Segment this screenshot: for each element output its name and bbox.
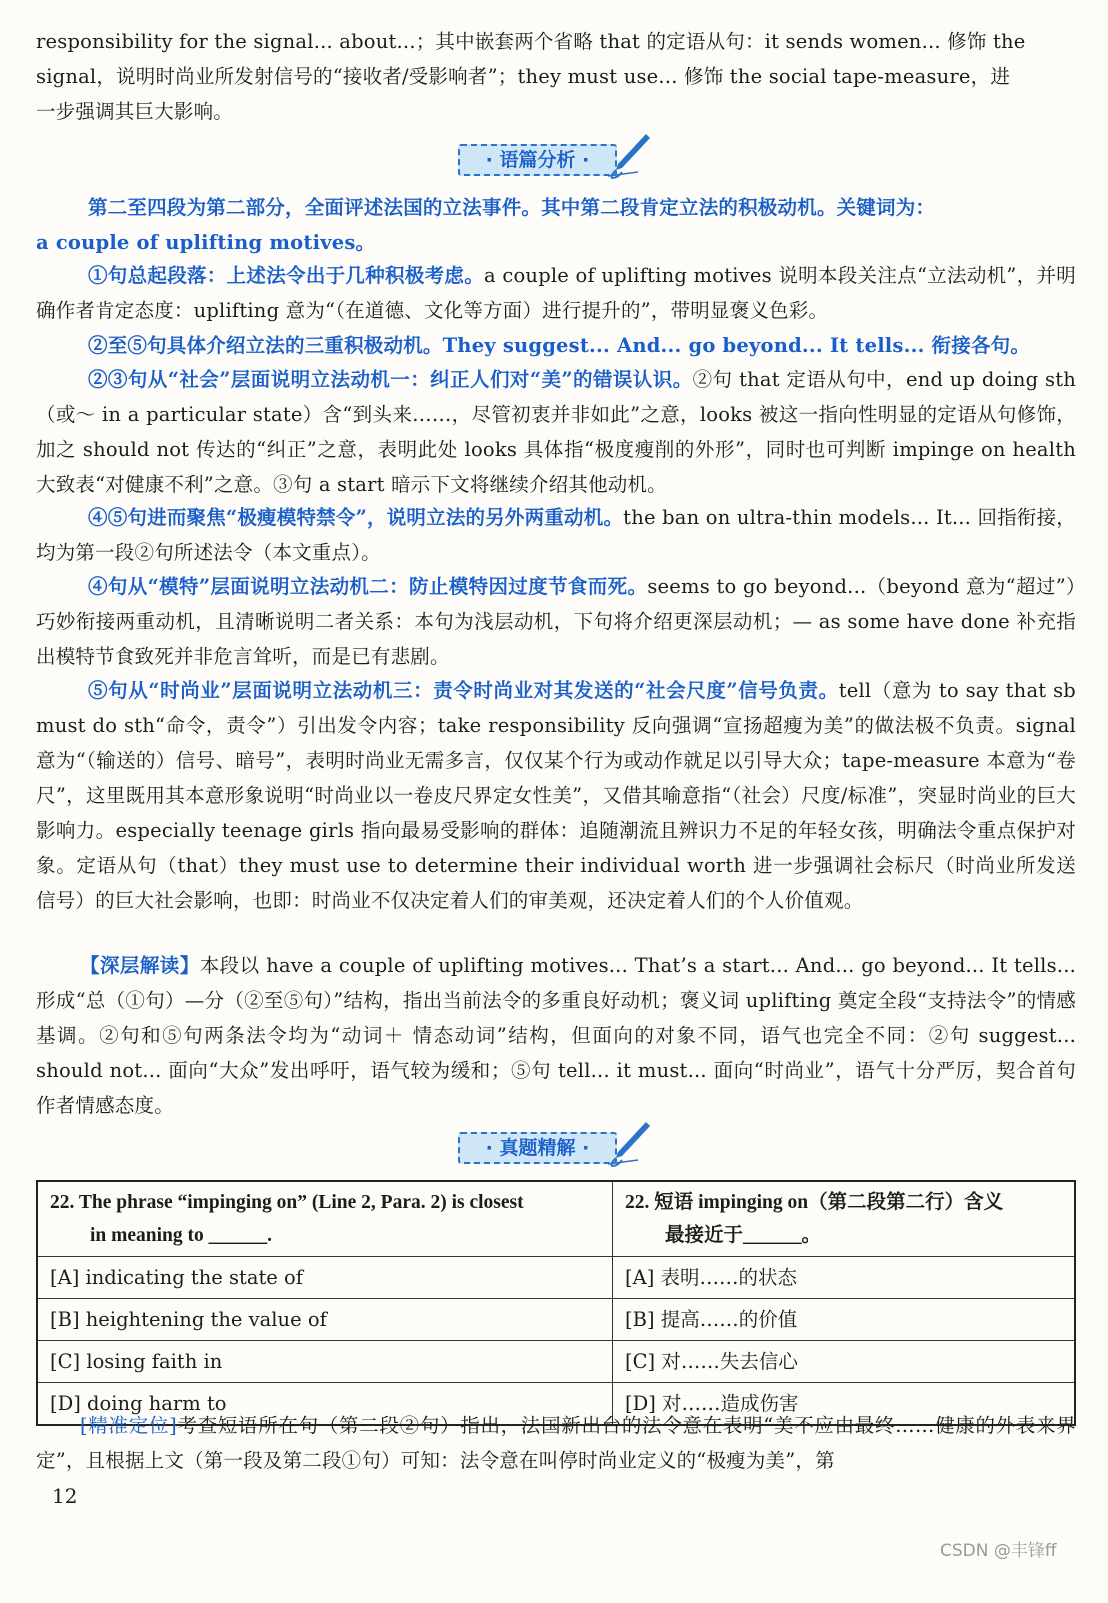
paragraph-1-body: a couple of uplifting motives 说明本段关注点“立法动机”，并明确作者肯定态度：uplifting 意为“（在道德、文化等方面）进行提升的”，带明显褒义色彩。 (36, 264, 1076, 322)
locate-label: [精准定位] (80, 1414, 177, 1437)
deep-reading-label: 【深层解读】 (80, 954, 200, 977)
paragraph-4-body: the ban on ultra-thin models... It... 回指衔接，均为第一段②句所述法令（本文重点）。 (36, 506, 1076, 564)
question-table (36, 1180, 1076, 1426)
paragraph-6 (36, 673, 1076, 918)
paragraph-deep-reading (36, 948, 1076, 1123)
question-stem-row (37, 1181, 1075, 1257)
summary-keyword: a couple of uplifting motives。 (36, 231, 376, 254)
question-stem-en (37, 1181, 613, 1257)
option-row-b (37, 1299, 1075, 1341)
option-c-cn: [C] 对……失去信心 (613, 1341, 1076, 1383)
option-d-en: [D] doing harm to (37, 1383, 613, 1426)
option-row-c (37, 1341, 1075, 1383)
option-a-cn: [A] 表明……的状态 (613, 1257, 1076, 1299)
paragraph-5-head: ④句从“模特”层面说明立法动机二：防止模特因过度节食而死。 (88, 575, 648, 598)
question-stem-cn (613, 1181, 1076, 1257)
paragraph-3-body: ②句 that 定语从句中，end up doing sth（或～ in a particular state）含“到头来……，尽管初衷并非如此”之意，looks 被这一指向性明显的定语从句修饰，加之 should not 传达的“纠正”之意，表明此处 looks 具体指“极度瘦削的外形”，同时也可判断 impinge on health 大致表“对健康不利”之意。③句 a start 暗示下文将继续介绍其他动机。 (36, 368, 1076, 496)
paragraph-3-head: ②③句从“社会”层面说明立法动机一：纠正人们对“美”的错误认识。 (88, 368, 693, 391)
watermark: CSDN @丰锋ff (940, 1541, 1057, 1561)
page-number: 12 (52, 1484, 78, 1508)
locate-paragraph (36, 1408, 1076, 1478)
section-banner-discourse-analysis (458, 138, 658, 180)
paragraph-5-body: seems to go beyond...（beyond 意为“超过”）巧妙衔接两重动机，且清晰说明二者关系：本句为浅层动机，下句将介绍更深层动机；— as some have done 补充指出模特节食致死并非危言耸听，而是已有悲剧。 (36, 575, 1077, 668)
option-a-en: [A] indicating the state of (37, 1257, 613, 1299)
summary-lead: 第二至四段为第二部分，全面评述法国的立法事件。其中第二段肯定立法的积极动机。关键词为： (88, 196, 936, 219)
intro-line-1: responsibility for the signal... about...；其中嵌套两个省略 that 的定语从句：it sends women... 修饰 the (36, 30, 1026, 53)
paragraph-1 (36, 258, 1076, 328)
summary-paragraph (36, 190, 1076, 260)
paragraph-6-head: ⑤句从“时尚业”层面说明立法动机三：责令时尚业对其发送的“社会尺度”信号负责。 (88, 679, 839, 702)
stem-cn-line-2: 最接近于______。 (665, 1225, 822, 1246)
section-banner-question-analysis (458, 1126, 658, 1168)
option-d-cn: [D] 对……造成伤害 (613, 1383, 1076, 1426)
paragraph-4-head: ④⑤句进而聚焦“极瘦模特禁令”，说明立法的另外两重动机。 (88, 506, 624, 529)
intro-line-2: signal，说明时尚业所发射信号的“接收者/受影响者”；they must use... 修饰 the social tape-measure，进 (36, 65, 1011, 88)
option-b-en: [B] heightening the value of (37, 1299, 613, 1341)
paragraph-2-head: ②至⑤句具体介绍立法的三重积极动机。They suggest... And... go beyond... It tells... 衔接各句。 (88, 334, 1031, 357)
paragraph-1-head: ①句总起段落：上述法令出于几种积极考虑。 (88, 264, 485, 287)
intro-line-3: 一步强调其巨大影响。 (36, 100, 234, 123)
intro-paragraph (36, 24, 1076, 129)
paragraph-4 (36, 500, 1076, 570)
option-c-en: [C] losing faith in (37, 1341, 613, 1383)
deep-reading-body: 本段以 have a couple of uplifting motives... That’s a start... And... go beyond... It tells... 形成“总（①句）—分（②至⑤句）”结构，指出当前法令的多重良好动机；褒义词 uplifting 奠定全段“支持法令”的情感基调。②句和⑤句两条法令均为“动词＋ 情态动词”结构，但面向的对象不同，语气也完全不同：②句 suggest... should not... 面向“大众”发出呼吁，语气较为缓和；⑤句 tell... it must... 面向“时尚业”，语气十分严厉，契合首句作者情感态度。 (36, 954, 1077, 1117)
stem-en-line-2: in meaning to ______. (90, 1225, 273, 1246)
pen-icon (608, 132, 652, 180)
locate-body: 考查短语所在句（第二段②句）指出，法国新出台的法令意在表明“美不应由最终……健康的外表来界定”，且根据上文（第一段及第二段①句）可知：法令意在叫停时尚业定义的“极瘦为美”，第 (36, 1414, 1076, 1472)
pen-icon (608, 1120, 652, 1168)
stem-cn-line-1: 22. 短语 impinging on（第二段第二行）含义 (625, 1192, 1004, 1213)
paragraph-2 (36, 328, 1076, 363)
section-title: · 真题精解 · (458, 1132, 617, 1164)
paragraph-5 (36, 569, 1076, 674)
section-title: · 语篇分析 · (458, 144, 617, 176)
stem-en-line-1: 22. The phrase “impinging on” (Line 2, Para. 2) is closest (50, 1192, 524, 1213)
option-b-cn: [B] 提高……的价值 (613, 1299, 1076, 1341)
paragraph-6-body: tell（意为 to say that sb must do sth“命令，责令”）引出发令内容；take responsibility 反向强调“宣扬超瘦为美”的做法极不负责。signal 意为“（输送的）信号、暗号”，表明时尚业无需多言，仅仅某个行为或动作就足以引导大众；tape-measure 本意为“卷尺”，这里既用其本意形象说明“时尚业以一卷皮尺界定女性美”，又借其喻意指“（社会）尺度/标准”，突显时尚业的巨大影响力。especially teenage girls 指向最易受影响的群体：追随潮流且辨识力不足的年轻女孩，明确法令重点保护对象。定语从句（that）they must use to determine their individual worth 进一步强调社会标尺（时尚业所发送信号）的巨大社会影响，也即：时尚业不仅决定着人们的审美观，还决定着人们的个人价值观。 (36, 679, 1076, 912)
paragraph-3 (36, 362, 1076, 502)
option-row-a (37, 1257, 1075, 1299)
